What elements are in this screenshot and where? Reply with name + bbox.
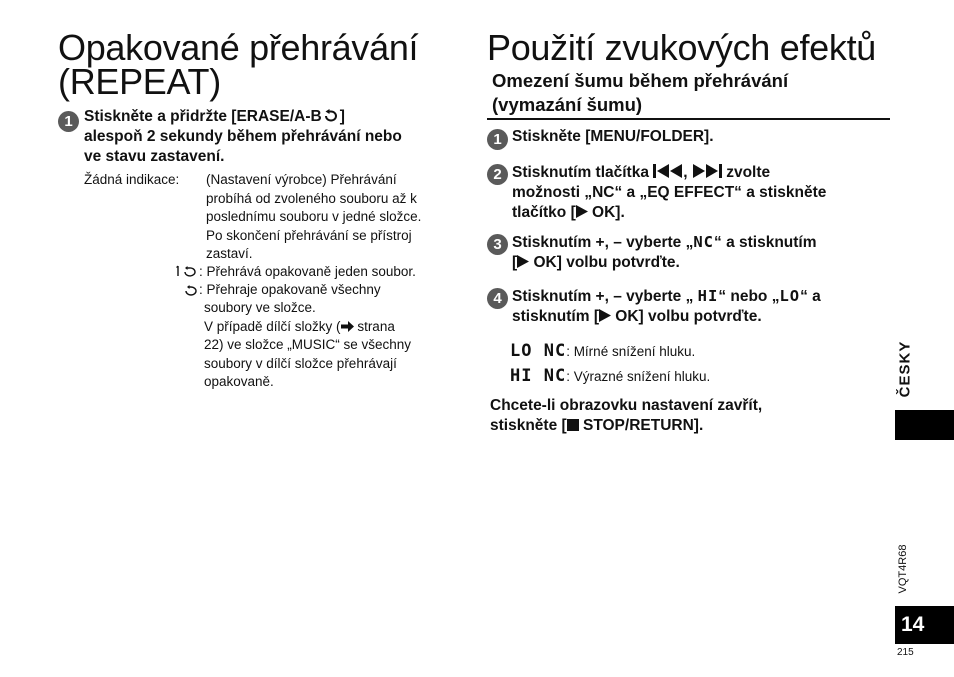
- close-line: stiskněte [: [490, 417, 567, 434]
- note-line: probíhá od zvoleného souboru až k: [206, 190, 417, 206]
- note-line: V případě dílčí složky (: [204, 318, 341, 334]
- no-indication-description: [206, 171, 421, 264]
- lcd-hi-text: HI: [697, 287, 719, 305]
- note-line: opakovaně.: [204, 374, 274, 389]
- step-line: ]: [339, 108, 345, 125]
- step-badge-1: 1: [58, 111, 79, 132]
- step-line: tlačítko [: [512, 204, 576, 221]
- repeat-all-description: [204, 299, 411, 392]
- step-badge-3: 3: [487, 234, 508, 255]
- nc-level-desc: : Mírné snížení hluku.: [566, 344, 696, 359]
- step-line: “ nebo „: [718, 288, 780, 305]
- repeat-one-text: : Přehrává opakovaně jeden soubor.: [199, 264, 416, 279]
- step-text: [512, 232, 817, 273]
- step-line: zvolte: [721, 164, 771, 181]
- language-tab: [895, 333, 915, 405]
- no-indication-label: Žádná indikace:: [84, 172, 180, 187]
- note-line: (Nastavení výrobce) Přehrávání: [206, 172, 397, 187]
- note-line: strana: [353, 318, 395, 334]
- step-line: OK] volbu potvrďte.: [529, 254, 680, 271]
- lcd-nc-text: NC: [693, 233, 715, 251]
- subsection-rule: [487, 118, 890, 120]
- step-text: [84, 107, 402, 167]
- page-number: 14: [895, 606, 954, 644]
- close-instructions: [490, 396, 762, 436]
- arrow-right-icon: [341, 321, 354, 332]
- step-line: [: [512, 254, 518, 271]
- note-line: poslednímu souboru v jedné složce.: [206, 209, 422, 224]
- repeat-one-note: [175, 263, 416, 282]
- lcd-lo-text: LO: [779, 287, 801, 305]
- subtitle-line: Omezení šumu během přehrávání: [492, 70, 789, 91]
- nc-level-hi: [510, 364, 710, 389]
- subtitle-line: (vymazání šumu): [492, 94, 643, 115]
- step-line: “ a stisknutím: [714, 234, 817, 251]
- sub-page-number: 215: [897, 647, 914, 658]
- language-tab-block: [895, 410, 954, 440]
- document-code: [895, 537, 911, 601]
- note-line: zastaví.: [206, 246, 253, 261]
- repeat-one-icon: [175, 265, 199, 277]
- play-icon: [599, 309, 611, 322]
- skip-forward-icon: [692, 164, 722, 178]
- note-line: Po skončení přehrávání se přístroj: [206, 227, 412, 243]
- step-line: OK] volbu potvrďte.: [610, 308, 762, 325]
- repeat-all-note: [183, 281, 381, 300]
- step-line: ,: [683, 164, 692, 181]
- stop-icon: [567, 419, 579, 431]
- step-line: Stisknutím +, – vyberte „: [512, 234, 694, 251]
- step-line: Stiskněte a přidržte [ERASE/A-B: [84, 108, 322, 125]
- step-badge-2: 2: [487, 164, 508, 185]
- step-badge-1: 1: [487, 129, 508, 150]
- note-line: soubory ve složce.: [204, 300, 316, 315]
- nc-level-lo: [510, 339, 710, 364]
- repeat-all-icon: [183, 284, 199, 296]
- skip-back-icon: [653, 164, 683, 178]
- step-badge-4: 4: [487, 288, 508, 309]
- step-line: možnosti „NC“ a „EQ EFFECT“ a stiskněte: [512, 184, 827, 201]
- note-line: soubory v dílčí složce přehrávají: [204, 355, 397, 371]
- close-line: Chcete-li obrazovku nastavení zavřít,: [490, 397, 763, 414]
- step-line: stisknutím [: [512, 308, 599, 325]
- note-line: 22) ve složce „MUSIC“ se všechny: [204, 337, 412, 352]
- step-line: alespoň 2 sekundy během přehrávání nebo: [84, 128, 402, 145]
- subsection-title: [492, 69, 788, 117]
- play-icon: [576, 205, 588, 218]
- section-title-repeat-line1: Opakované přehrávání: [58, 27, 419, 68]
- step-line: Stisknutím +, – vyberte „: [512, 288, 698, 305]
- lcd-lo-nc-text: LO NC: [510, 341, 567, 361]
- step-text: Stiskněte [MENU/FOLDER].: [512, 128, 714, 145]
- section-title-repeat-line2: (REPEAT): [58, 61, 221, 102]
- step-line: ve stavu zastavení.: [84, 148, 225, 165]
- document-code-text: VQT4R68: [897, 544, 909, 594]
- close-line: STOP/RETURN].: [578, 417, 704, 434]
- section-title-sound-effects: Použití zvukových efektů: [487, 27, 876, 68]
- step-line: OK].: [587, 204, 625, 221]
- step-text: [512, 286, 821, 327]
- step-text: [512, 163, 826, 223]
- step-line: “ a: [800, 288, 821, 305]
- play-icon: [517, 255, 529, 268]
- lcd-hi-nc-text: HI NC: [510, 366, 567, 386]
- repeat-all-text: : Přehraje opakovaně všechny: [199, 282, 381, 297]
- repeat-icon: [323, 109, 339, 122]
- nc-level-desc: : Výrazné snížení hluku.: [566, 369, 711, 384]
- step-line: Stisknutím tlačítka: [512, 164, 654, 181]
- nc-level-list: [510, 339, 710, 389]
- language-label: ČESKY: [896, 340, 914, 398]
